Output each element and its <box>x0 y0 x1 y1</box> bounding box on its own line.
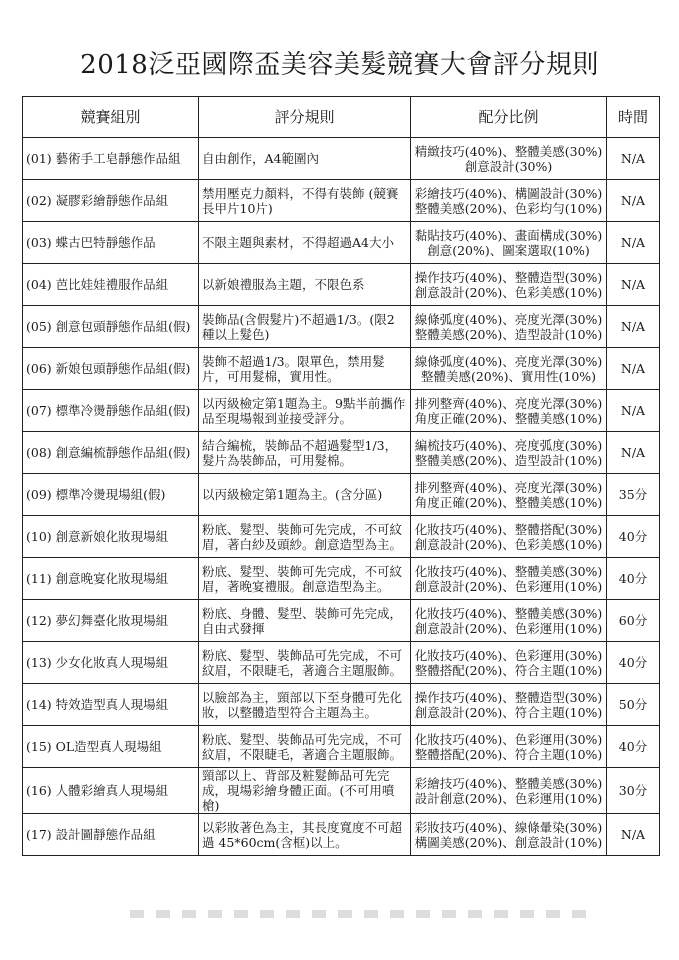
ratio-cell <box>411 432 607 474</box>
ratio-line: 化妝技巧(40%)、整體搭配(30%) <box>414 521 603 537</box>
category-cell: (07) 標準冷燙靜態作品組(假) <box>23 390 199 432</box>
category-cell: (17) 設計圖靜態作品組 <box>23 814 199 856</box>
category-cell: (12) 夢幻舞臺化妝現場組 <box>23 600 199 642</box>
ratio-line: 黏貼技巧(40%)、畫面構成(30%) <box>414 227 603 243</box>
table-row <box>23 222 660 264</box>
ratio-line: 設計創意(20%)、色彩運用(10%) <box>414 790 603 806</box>
ratio-line: 創意設計(20%)、色彩美感(10%) <box>414 284 603 300</box>
category-cell: (13) 少女化妝真人現場組 <box>23 642 199 684</box>
rules-cell: 禁用壓克力顏料，不得有裝飾 (競賽長甲片10片) <box>199 180 411 222</box>
table-row <box>23 516 660 558</box>
rules-cell: 自由創作，A4範圍內 <box>199 138 411 180</box>
ratio-line: 整體美感(20%)、實用性(10%) <box>420 368 597 384</box>
ratio-line: 整體美感(20%)、色彩均勻(10%) <box>414 200 603 216</box>
category-cell: (09) 標準冷燙現場組(假) <box>23 474 199 516</box>
category-cell: (06) 新娘包頭靜態作品組(假) <box>23 348 199 390</box>
ratio-cell <box>411 684 607 726</box>
ratio-line: 線條弧度(40%)、亮度光澤(30%) <box>414 311 603 327</box>
ratio-cell <box>411 558 607 600</box>
header-rules: 評分規則 <box>199 97 411 138</box>
rules-cell: 以臉部為主，頸部以下至身體可先化妝，以整體造型符合主題為主。 <box>199 684 411 726</box>
category-cell: (15) OL造型真人現場組 <box>23 726 199 768</box>
ratio-line: 創意設計(30%) <box>464 158 553 174</box>
ratio-cell <box>411 264 607 306</box>
ratio-cell <box>411 306 607 348</box>
table-row <box>23 264 660 306</box>
ratio-line: 排列整齊(40%)、亮度光澤(30%) <box>414 395 603 411</box>
ratio-line: 化妝技巧(40%)、色彩運用(30%) <box>414 731 603 747</box>
time-cell: 40分 <box>607 558 660 600</box>
ratio-line: 整體搭配(20%)、符合主題(10%) <box>414 662 603 678</box>
table-row <box>23 306 660 348</box>
ratio-line: 創意設計(20%)、符合主題(10%) <box>414 704 603 720</box>
rules-cell: 粉底、身體、髮型、裝飾可先完成，自由式發揮 <box>199 600 411 642</box>
rules-cell: 粉底、髮型、裝飾品可先完成，不可紋眉，不限睫毛，著適合主題服飾。 <box>199 726 411 768</box>
ratio-cell <box>411 390 607 432</box>
ratio-line: 線條弧度(40%)、亮度光澤(30%) <box>414 353 603 369</box>
rules-cell: 粉底、髮型、裝飾可先完成，不可紋眉，著晚宴禮服。創意造型為主。 <box>199 558 411 600</box>
ratio-line: 創意設計(20%)、色彩運用(10%) <box>414 578 603 594</box>
ratio-cell <box>411 180 607 222</box>
category-cell: (08) 創意編梳靜態作品組(假) <box>23 432 199 474</box>
category-cell: (03) 蝶古巴特靜態作品 <box>23 222 199 264</box>
category-cell: (14) 特效造型真人現場組 <box>23 684 199 726</box>
rules-cell: 結合編梳，裝飾品不超過髮型1/3，髮片為裝飾品，可用髮棉。 <box>199 432 411 474</box>
table-row <box>23 348 660 390</box>
ratio-cell <box>411 474 607 516</box>
time-cell: N/A <box>607 814 660 856</box>
ratio-cell <box>411 726 607 768</box>
time-cell: N/A <box>607 390 660 432</box>
ratio-cell <box>411 814 607 856</box>
time-cell: N/A <box>607 264 660 306</box>
category-cell: (01) 藝術手工皂靜態作品組 <box>23 138 199 180</box>
time-cell: 40分 <box>607 642 660 684</box>
ratio-cell <box>411 348 607 390</box>
ratio-line: 彩繪技巧(40%)、構圖設計(30%) <box>414 185 603 201</box>
time-cell: N/A <box>607 348 660 390</box>
table-row <box>23 432 660 474</box>
table-row <box>23 684 660 726</box>
time-cell: 40分 <box>607 726 660 768</box>
rules-cell: 以丙級檢定第1題為主。9點半前攜作品至現場報到並接受評分。 <box>199 390 411 432</box>
time-cell: N/A <box>607 432 660 474</box>
time-cell: 60分 <box>607 600 660 642</box>
page-title: 2018泛亞國際盃美容美髮競賽大會評分規則 <box>80 50 599 80</box>
table-row <box>23 138 660 180</box>
table-row <box>23 390 660 432</box>
ratio-line: 化妝技巧(40%)、整體美感(30%) <box>414 605 603 621</box>
header-category: 競賽組別 <box>23 97 199 138</box>
ratio-line: 整體美感(20%)、造型設計(10%) <box>414 326 603 342</box>
ratio-line: 創意設計(20%)、色彩美感(10%) <box>414 536 603 552</box>
rules-cell: 以彩妝著色為主，其長度寬度不可超過 45*60cm(含框)以上。 <box>199 814 411 856</box>
rules-cell: 裝飾不超過1/3。限單色，禁用髮片，可用髮棉，實用性。 <box>199 348 411 390</box>
ratio-line: 彩妝技巧(40%)、線條暈染(30%) <box>414 819 603 835</box>
ratio-line: 精緻技巧(40%)、整體美感(30%) <box>414 143 603 159</box>
ratio-line: 化妝技巧(40%)、整體美感(30%) <box>414 563 603 579</box>
category-cell: (04) 芭比娃娃禮服作品組 <box>23 264 199 306</box>
ratio-line: 整體美感(20%)、造型設計(10%) <box>414 452 603 468</box>
ratio-line: 彩繪技巧(40%)、整體美感(30%) <box>414 775 603 791</box>
table-row <box>23 768 660 814</box>
time-cell: N/A <box>607 306 660 348</box>
category-cell: (16) 人體彩繪真人現場組 <box>23 768 199 814</box>
ratio-line: 角度正確(20%)、整體美感(10%) <box>414 410 603 426</box>
table-row <box>23 180 660 222</box>
rules-cell: 以丙級檢定第1題為主。(含分區) <box>199 474 411 516</box>
time-cell: N/A <box>607 138 660 180</box>
ratio-cell <box>411 600 607 642</box>
ratio-cell <box>411 516 607 558</box>
ratio-line: 創意設計(20%)、色彩運用(10%) <box>414 620 603 636</box>
table-row <box>23 558 660 600</box>
table-row <box>23 474 660 516</box>
ratio-cell <box>411 138 607 180</box>
ratio-line: 整體搭配(20%)、符合主題(10%) <box>414 746 603 762</box>
category-cell: (02) 凝膠彩繪靜態作品組 <box>23 180 199 222</box>
table-row <box>23 600 660 642</box>
rules-cell: 以新娘禮服為主題，不限色系 <box>199 264 411 306</box>
time-cell: 35分 <box>607 474 660 516</box>
table-header-row <box>23 97 660 138</box>
ratio-cell <box>411 768 607 814</box>
time-cell: N/A <box>607 180 660 222</box>
scoring-rules-table <box>22 96 660 856</box>
ratio-line: 創意(20%)、圖案選取(10%) <box>427 242 590 258</box>
ratio-line: 化妝技巧(40%)、色彩運用(30%) <box>414 647 603 663</box>
time-cell: 40分 <box>607 516 660 558</box>
time-cell: N/A <box>607 222 660 264</box>
category-cell: (05) 創意包頭靜態作品組(假) <box>23 306 199 348</box>
ratio-line: 構圖美感(20%)、創意設計(10%) <box>414 834 603 850</box>
table-row <box>23 814 660 856</box>
cut-off-footer-text <box>130 910 590 918</box>
rules-cell: 粉底、髮型、裝飾可先完成，不可紋眉，著白紗及頭紗。創意造型為主。 <box>199 516 411 558</box>
rules-cell: 裝飾品(含假髮片)不超過1/3。(限2種以上髮色) <box>199 306 411 348</box>
ratio-line: 操作技巧(40%)、整體造型(30%) <box>414 269 603 285</box>
ratio-line: 排列整齊(40%)、亮度光澤(30%) <box>414 479 603 495</box>
table-row <box>23 642 660 684</box>
header-ratio: 配分比例 <box>411 97 607 138</box>
header-time: 時間 <box>607 97 660 138</box>
time-cell: 50分 <box>607 684 660 726</box>
time-cell: 30分 <box>607 768 660 814</box>
ratio-line: 角度正確(20%)、整體美感(10%) <box>414 494 603 510</box>
ratio-line: 編梳技巧(40%)、亮度弧度(30%) <box>414 437 603 453</box>
rules-cell: 頸部以上、背部及粧髮飾品可先完成，現場彩繪身體正面。(不可用噴槍) <box>199 768 411 814</box>
table-row <box>23 726 660 768</box>
category-cell: (10) 創意新娘化妝現場組 <box>23 516 199 558</box>
ratio-cell <box>411 642 607 684</box>
rules-cell: 不限主題與素材，不得超過A4大小 <box>199 222 411 264</box>
rules-cell: 粉底、髮型、裝飾品可先完成，不可紋眉，不限睫毛，著適合主題服飾。 <box>199 642 411 684</box>
category-cell: (11) 創意晚宴化妝現場組 <box>23 558 199 600</box>
ratio-line: 操作技巧(40%)、整體造型(30%) <box>414 689 603 705</box>
ratio-cell <box>411 222 607 264</box>
